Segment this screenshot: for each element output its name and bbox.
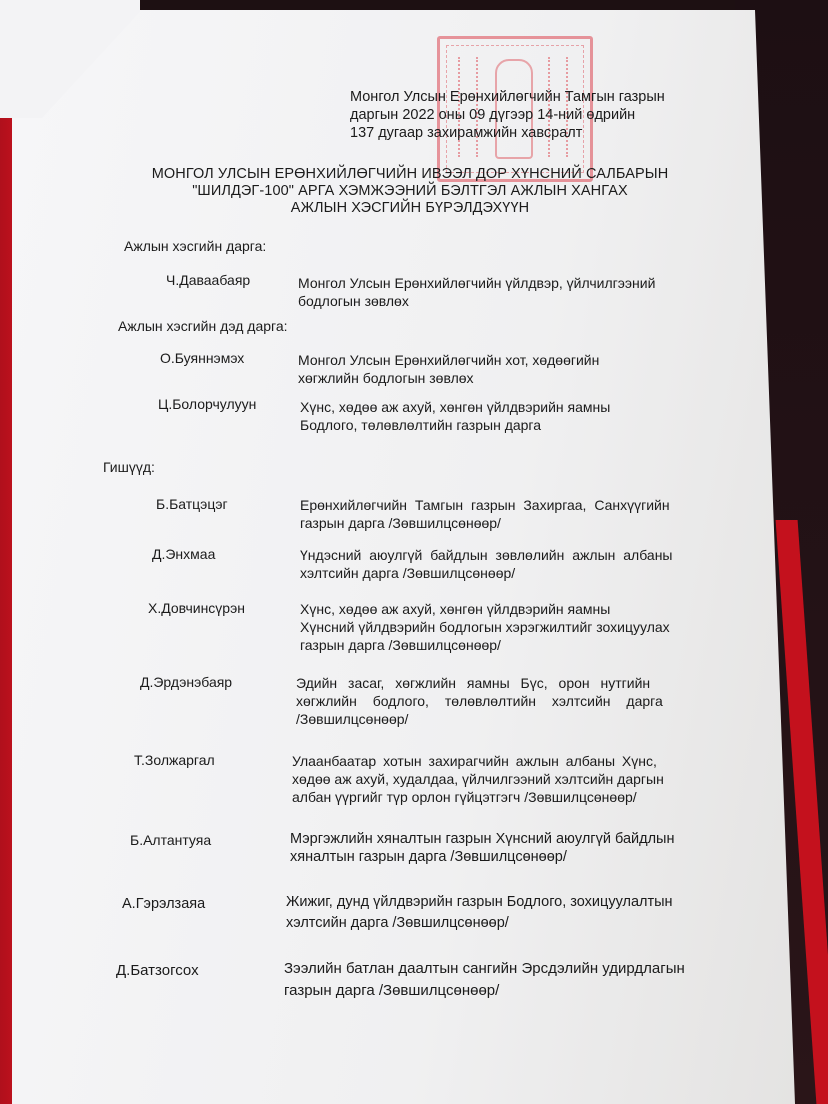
- member-role: Хүнс, хөдөө аж ахуй, хөнгөн үйлдвэрийн яамны Бодлого, төлөвлөлтийн газрын дарга: [300, 399, 611, 433]
- member-role: Улаанбаатар хотын захирагчийн ажлын албаны Хүнс, хөдөө аж ахуй, худалдаа, үйлчилгээний хэлтсийн даргын албан үүргийг түр орлон гүйцэтгэгч /Зөвшилцсөнөөр/: [292, 753, 664, 805]
- document-title-line1: МОНГОЛ УЛСЫН ЕРӨНХИЙЛӨГЧИЙН ИВЭЭЛ ДОР ХҮНСНИЙ САЛБАРЫН: [151, 166, 669, 182]
- annex-header-line3: 137 дугаар захирамжийн хавсралт: [350, 125, 583, 141]
- section-label-vice-chair: Ажлын хэсгийн дэд дарга:: [118, 318, 288, 334]
- member-role: Хүнс, хөдөө аж ахуй, хөнгөн үйлдвэрийн яамны Хүнсний үйлдвэрийн бодлогын хэрэгжилтийг зохицуулах газрын дарга /Зөвшилцсөнөөр/: [300, 601, 670, 653]
- member-name: Х.Довчинсүрэн: [148, 600, 245, 616]
- member-name: А.Гэрэлзаяа: [122, 896, 206, 912]
- section-label-chair: Ажлын хэсгийн дарга:: [124, 238, 267, 254]
- annex-header-line2: даргын 2022 оны 09 дүгээр 14-ний өдрийн: [350, 107, 636, 123]
- section-label-members: Гишүүд:: [103, 459, 155, 475]
- member-role: Жижиг, дунд үйлдвэрийн газрын Бодлого, зохицуулалтын хэлтсийн дарга /Зөвшилцсөнөөр/: [286, 894, 673, 931]
- member-name: Ч.Даваабаяр: [166, 272, 251, 288]
- document-title-line3: АЖЛЫН ХЭСГИЙН БҮРЭЛДЭХҮҮН: [290, 200, 530, 216]
- document-title-line2: "ШИЛДЭГ-100" АРГА ХЭМЖЭЭНИЙ БЭЛТГЭЛ АЖЛЫН ХАНГАХ: [192, 183, 628, 199]
- member-name: Б.Алтантуяа: [130, 832, 212, 848]
- member-name: Б.Батцэцэг: [156, 496, 228, 512]
- annex-header-line1: Монгол Улсын Ерөнхийлөгчийн Тамгын газрын: [350, 89, 665, 105]
- member-name: Д.Эрдэнэбаяр: [140, 674, 233, 690]
- member-role: Мэргэжлийн хяналтын газрын Хүнсний аюулгүй байдлын хяналтын газрын дарга /Зөвшилцсөнөөр/: [290, 831, 675, 865]
- member-name: Ц.Болорчулуун: [158, 396, 257, 412]
- member-role: Зээлийн батлан даалтын сангийн Эрсдэлийн удирдлагын газрын дарга /Зөвшилцсөнөөр/: [284, 960, 685, 999]
- member-role: Ерөнхийлөгчийн Тамгын газрын Захиргаа, Санхүүгийн газрын дарга /Зөвшилцсөнөөр/: [300, 497, 670, 531]
- member-role: Монгол Улсын Ерөнхийлөгчийн хот, хөдөөгийн хөгжлийн бодлогын зөвлөх: [298, 352, 600, 386]
- member-name: Д.Батзогсох: [116, 962, 199, 979]
- member-name: Т.Золжаргал: [134, 752, 215, 768]
- member-role: Үндэсний аюулгүй байдлын зөвлөлийн ажлын албаны хэлтсийн дарга /Зөвшилцсөнөөр/: [300, 547, 673, 581]
- member-role: Монгол Улсын Ерөнхийлөгчийн үйлдвэр, үйлчилгээний бодлогын зөвлөх: [298, 275, 656, 309]
- member-name: Д.Энхмаа: [152, 546, 216, 562]
- member-role: Эдийн засаг, хөгжлийн яамны Бүс, орон нутгийн хөгжлийн бодлого, төлөвлөлтийн хэлтсийн дарга /Зөвшилцсөнөөр/: [296, 675, 663, 727]
- member-name: О.Буяннэмэх: [160, 350, 245, 366]
